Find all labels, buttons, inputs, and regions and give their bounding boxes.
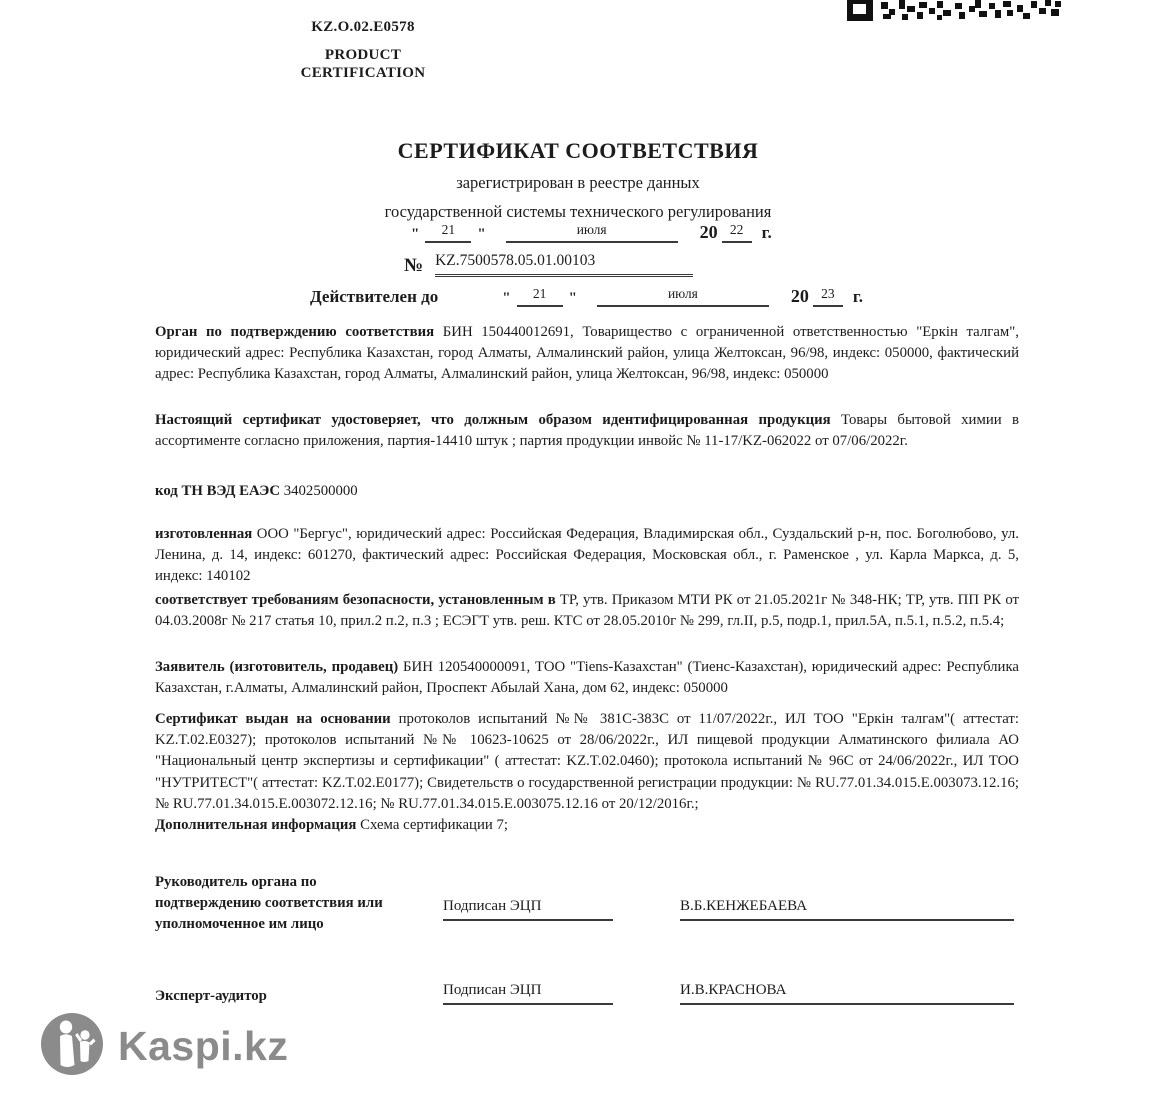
paragraph-text: Товары бытовой химии в ассортименте согласно приложения, партия-14410 штук ; партия продукции инвойс № 11-17/KZ-062022 от 07/06/2022г. bbox=[155, 412, 1020, 450]
issue-day-field: 21 bbox=[425, 222, 471, 243]
org-name-line2: CERTIFICATION bbox=[300, 65, 426, 81]
valid-century: 20 bbox=[790, 286, 809, 306]
paragraph-label: Настоящий сертификат удостоверяет, что должным образом идентифицированная продукция bbox=[155, 412, 831, 428]
paragraph-text: протоколов испытаний №№ 381С-383С от 11/07/2022г., ИЛ ТОО "Еркін талгам"( аттестат: KZ.T.02.E0327); протоколов испытаний №№ 10623-10625 от 28/06/2022г., ИЛ пищевой продукции Алматинского филиала АО "Национальный центр экспертизы и сертификации" ( аттестат: KZ.T.02.0460); протокола испытаний № 96С от 24/06/2022г., ИЛ ТОО "НУТРИТЕСТ"( аттестат: KZ.T.02.E0177); Свидетельств о государственной регистрации продукции: № RU.77.01.34.015.E.003073.12.16; № RU.77.01.34.015.E.003072.12.16; № RU.77.01.34.015.E.003075.12.16 от 20/12/2016г.; bbox=[155, 711, 1020, 812]
paragraph-text: ТР, утв. Приказом МТИ РК от 21.05.2021г № 348-НК; ТР, утв. ПП РК от 04.03.2008г № 217 статья 10, прил.2 п.2, п.3 ; ЕСЭГТ утв. реш. КТС от 28.05.2010г № 299, гл.II, р.5, подр.1, прил.5А, п.5.1, п.5.2, п.5.4; bbox=[155, 592, 1019, 630]
paragraph-applicant bbox=[155, 657, 1019, 699]
quote-open: " bbox=[502, 290, 511, 306]
paragraph-requirements bbox=[155, 590, 1019, 632]
paragraph-label: изготовленная bbox=[155, 526, 253, 542]
signature-name-auditor bbox=[680, 982, 1014, 1005]
document-subtitle-2: государственной системы технического регулирования bbox=[384, 202, 772, 221]
title-band bbox=[0, 138, 1156, 222]
paragraph-text: БИН 150440012691, Товарищество с ограниченной ответственностью "Еркін талгам", юридический адрес: Республика Казахстан, город Алматы, Алмалинский район, улица Желтоксан, 96/98, индекс: 050000, фактический адрес: Республика Казахстан, город Алматы, Алмалинский район, улица Желтоксан, 96/98, индекс: 050000 bbox=[155, 324, 1019, 383]
signature-name-value: И.В.КРАСНОВА bbox=[680, 982, 1014, 1005]
certificate-number-row bbox=[404, 252, 693, 277]
signature-method-value: Подписан ЭЦП bbox=[443, 982, 613, 1005]
paragraph-product bbox=[155, 410, 1019, 452]
issue-month-field: июля bbox=[506, 222, 678, 243]
valid-month-field: июля bbox=[597, 286, 769, 307]
signature-method-head bbox=[443, 898, 613, 921]
valid-day-field: 21 bbox=[517, 286, 563, 307]
signature-method-auditor bbox=[443, 982, 613, 1005]
issue-year-field: 22 bbox=[722, 222, 752, 243]
paragraph-label: Заявитель (изготовитель, продавец) bbox=[155, 659, 399, 675]
valid-until-date bbox=[496, 286, 863, 307]
header-block bbox=[298, 18, 428, 82]
issue-date-row bbox=[405, 222, 772, 243]
valid-year-field: 23 bbox=[813, 286, 843, 307]
quote-open: " bbox=[411, 226, 420, 242]
issue-century: 20 bbox=[699, 222, 718, 242]
paragraph-label: соответствует требованиям безопасности, установленным в bbox=[155, 592, 556, 608]
paragraph-basis bbox=[155, 709, 1019, 815]
paragraph-certification-body bbox=[155, 322, 1019, 386]
kaspi-brand-text: Kaspi.kz bbox=[118, 1023, 289, 1069]
number-sign: № bbox=[404, 255, 424, 276]
signature-name-head bbox=[680, 898, 1014, 921]
signature-method-value: Подписан ЭЦП bbox=[443, 898, 613, 921]
paragraph-text: ООО "Бергус", юридический адрес: Российская Федерация, Владимирская обл., Суздальский р-н, пос. Боголюбово, ул. Ленина, д. 14, индекс: 601270, фактический адрес: Российская Федерация, Московская обл., г. Раменское , ул. Карла Маркса, д. 5, индекс: 140102 bbox=[155, 526, 1019, 585]
issue-year-suffix: г. bbox=[761, 223, 772, 242]
valid-year-suffix: г. bbox=[852, 287, 863, 306]
quote-close: " bbox=[568, 290, 577, 306]
valid-until-row bbox=[310, 286, 863, 307]
paragraph-label: код ТН ВЭД ЕАЭС bbox=[155, 483, 281, 499]
paragraph-tnved-code bbox=[155, 481, 1019, 502]
org-name-line1: PRODUCT bbox=[324, 47, 402, 63]
paragraph-text: Схема сертификации 7; bbox=[360, 817, 508, 833]
quote-close: " bbox=[477, 226, 486, 242]
signature-role-head: Руководитель органа по подтверждению соответствия или уполномоченное им лицо bbox=[155, 874, 383, 932]
paragraph-text: 3402500000 bbox=[283, 483, 358, 499]
kaspi-logo-icon bbox=[40, 1012, 104, 1081]
qr-code-fragment bbox=[847, 0, 1063, 29]
kaspi-watermark bbox=[40, 1012, 288, 1081]
signature-name-value: В.Б.КЕНЖЕБАЕВА bbox=[680, 898, 1014, 921]
document-title: СЕРТИФИКАТ СООТВЕТСТВИЯ bbox=[397, 138, 759, 163]
valid-until-label: Действителен до bbox=[310, 287, 439, 306]
certificate-number-value: KZ.7500578.05.01.00103 bbox=[435, 252, 693, 277]
paragraph-manufacturer bbox=[155, 524, 1019, 588]
paragraph-label: Сертификат выдан на основании bbox=[155, 711, 391, 727]
paragraph-additional-info bbox=[155, 815, 1019, 836]
paragraph-text: БИН 120540000091, ТОО "Tiens-Казахстан" (Тиенс-Казахстан), юридический адрес: Республика Казахстан, г.Алматы, Алмалинский район, Проспект Абылай Хана, дом 62, индекс: 050000 bbox=[155, 659, 1019, 697]
document-subtitle-1: зарегистрирован в реестре данных bbox=[456, 173, 700, 192]
paragraph-label: Орган по подтверждению соответствия bbox=[155, 324, 435, 340]
certificate-form-code: KZ.O.02.E0578 bbox=[311, 19, 415, 35]
paragraph-label: Дополнительная информация bbox=[155, 817, 357, 833]
signature-role-auditor: Эксперт-аудитор bbox=[155, 988, 267, 1004]
